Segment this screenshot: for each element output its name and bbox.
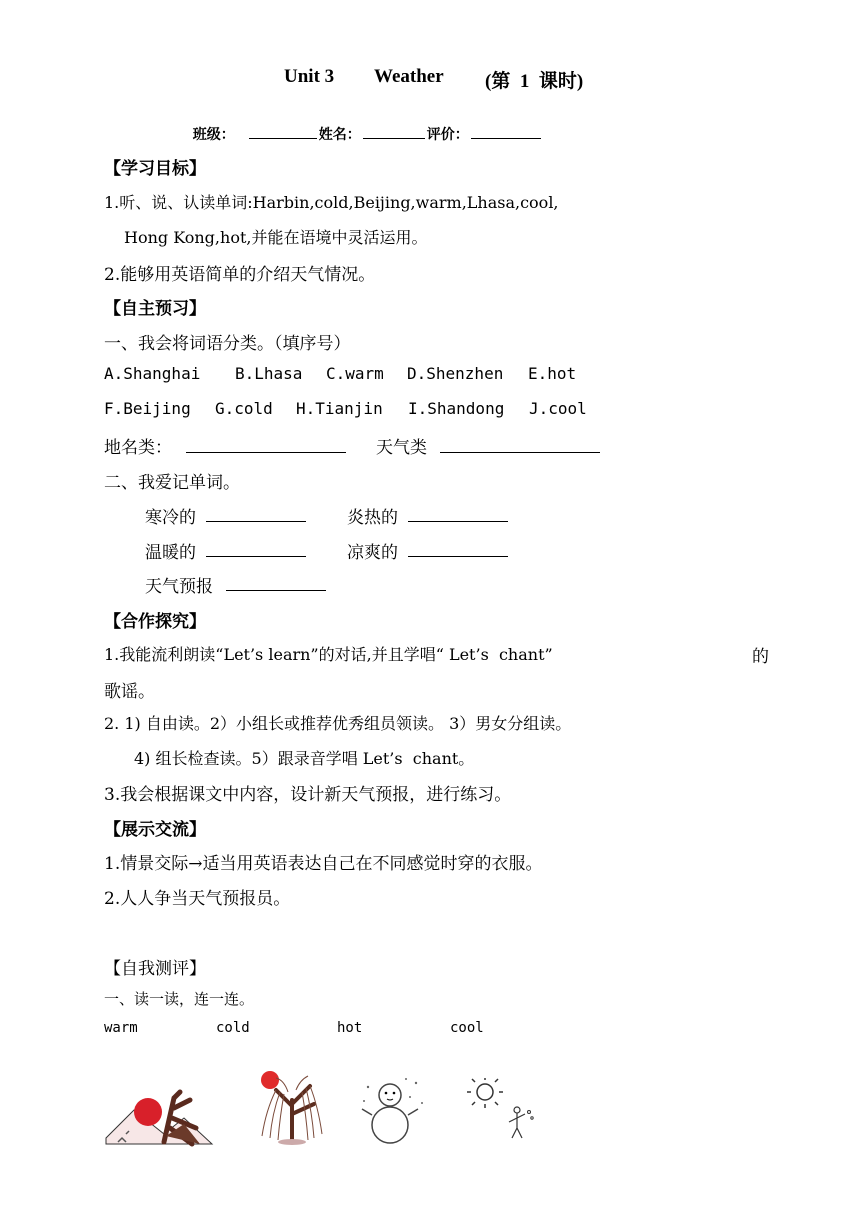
option-d: D.Shenzhen	[407, 364, 504, 383]
option-f: F.Beijing	[104, 399, 191, 418]
word-cold-blank[interactable]	[206, 521, 306, 522]
preview-heading: 【自主预习】	[104, 299, 206, 319]
title-unit: Unit 3	[284, 66, 335, 87]
preview-task2: 二、我爱记单词。	[104, 473, 240, 493]
word-cold-cn: 寒冷的	[145, 508, 196, 528]
test-word-cold: cold	[216, 1020, 250, 1036]
coop-item1b: 歌谣。	[104, 682, 155, 702]
coop-item2a: 2. 1) 自由读。2）小组长或推荐优秀组员领读。 3）男女分组读。	[104, 714, 572, 733]
option-g: G.cold	[215, 399, 273, 418]
info-line	[183, 108, 543, 144]
test-word-warm: warm	[104, 1020, 138, 1036]
coop-heading: 【合作探究】	[104, 612, 206, 632]
test-word-cool: cool	[450, 1020, 484, 1036]
place-blank[interactable]	[186, 452, 346, 453]
place-label: 地名类：	[104, 438, 172, 458]
option-a: A.Shanghai	[104, 364, 201, 383]
word-warm-cn: 温暖的	[145, 543, 196, 563]
name-label: 姓名：	[318, 127, 361, 143]
goals-item1a: 1.听、说、认读单词:Harbin,cold,Beijing,warm,Lhasa,cool,	[104, 193, 559, 212]
word-forecast-cn: 天气预报	[145, 577, 213, 597]
name-blank[interactable]	[363, 137, 425, 139]
grade-label: 评价：	[426, 127, 469, 143]
sun-tree-icon[interactable]	[104, 1078, 214, 1150]
coop-item1-end: 的	[752, 647, 769, 667]
option-c: C.warm	[326, 364, 384, 383]
option-i: I.Shandong	[408, 399, 505, 418]
class-blank[interactable]	[249, 137, 317, 139]
goals-item1b: Hong Kong,hot,并能在语境中灵活运用。	[124, 228, 428, 247]
coop-item2b: 4) 组长检查读。5）跟录音学唱 Let’s chant。	[134, 749, 475, 768]
option-h: H.Tianjin	[296, 399, 383, 418]
option-e: E.hot	[528, 364, 577, 383]
snowman-icon[interactable]	[360, 1075, 430, 1145]
show-item1: 1.情景交际→适当用英语表达自己在不同感觉时穿的衣服。	[104, 854, 543, 874]
preview-task1: 一、我会将词语分类。（填序号）	[104, 334, 351, 354]
word-hot-blank[interactable]	[408, 521, 508, 522]
willow-sun-icon[interactable]	[252, 1070, 332, 1146]
goals-heading: 【学习目标】	[104, 159, 206, 179]
word-forecast-blank[interactable]	[226, 590, 326, 591]
title-lesson: (第 1 课时)	[485, 71, 584, 92]
word-hot-cn: 炎热的	[347, 508, 398, 528]
word-cool-blank[interactable]	[408, 556, 508, 557]
option-b: B.Lhasa	[235, 364, 303, 383]
title-topic: Weather	[374, 66, 444, 87]
coop-item1a: 1.我能流利朗读“Let’s learn”的对话,并且学唱“ Let’s chant”	[104, 645, 553, 664]
goals-item2: 2.能够用英语简单的介绍天气情况。	[104, 265, 376, 285]
word-warm-blank[interactable]	[206, 556, 306, 557]
weather-blank[interactable]	[440, 452, 600, 453]
sun-stickman-icon[interactable]	[465, 1078, 545, 1144]
class-label: 班级：	[192, 127, 235, 143]
test-word-hot: hot	[337, 1020, 363, 1036]
option-j: J.cool	[529, 399, 587, 418]
show-item2: 2.人人争当天气预报员。	[104, 889, 291, 909]
word-cool-cn: 凉爽的	[347, 543, 398, 563]
coop-item3: 3.我会根据课文中内容，设计新天气预报，进行练习。	[104, 785, 512, 805]
show-heading: 【展示交流】	[104, 820, 206, 840]
test-heading: 【自我测评】	[104, 959, 206, 979]
test-task1: 一、读一读，连一连。	[104, 990, 255, 1008]
grade-blank[interactable]	[471, 137, 541, 139]
weather-label: 天气类	[376, 438, 427, 458]
